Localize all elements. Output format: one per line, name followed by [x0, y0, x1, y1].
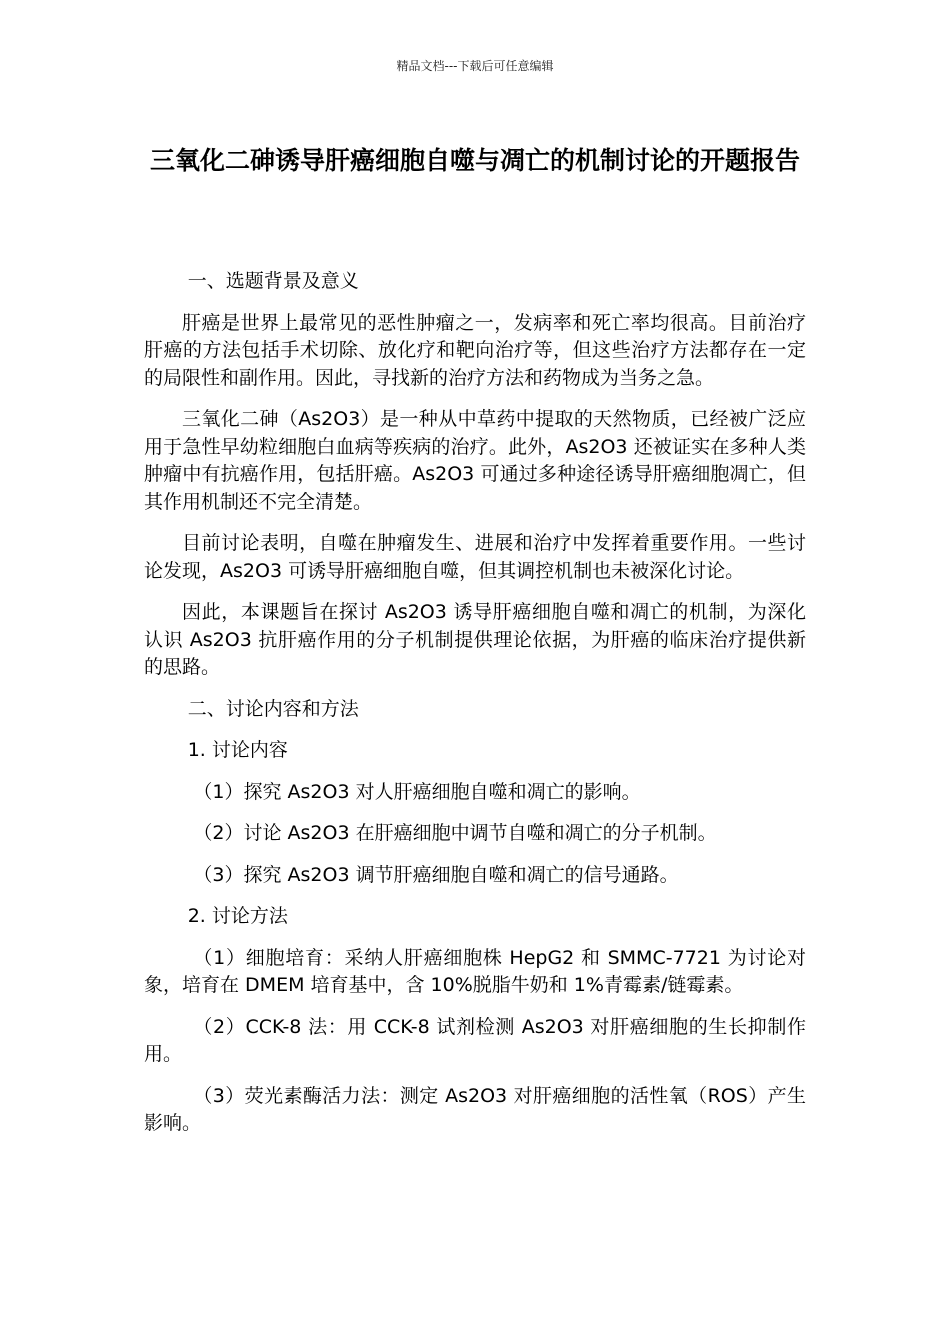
paragraph-aim: 因此，本课题旨在探讨 As2O3 诱导肝癌细胞自噬和凋亡的机制，为深化认识 As2O3 抗肝癌作用的分子机制提供理论依据，为肝癌的临床治疗提供新的思路。 — [144, 601, 806, 678]
document-body — [144, 268, 806, 1152]
document-title: 三氧化二砷诱导肝癌细胞自噬与凋亡的机制讨论的开题报告 — [149, 146, 800, 175]
list-item-method-1: （1）细胞培育：采纳人肝癌细胞株 HepG2 和 SMMC-7721 为讨论对象，培育在 DMEM 培育基中，含 10%脱脂牛奶和 1%青霉素/链霉素。 — [144, 946, 806, 996]
list-item-content-3: （3）探究 As2O3 调节肝癌细胞自噬和凋亡的信号通路。 — [193, 863, 679, 886]
list-item-content-2: （2）讨论 As2O3 在肝癌细胞中调节自噬和凋亡的分子机制。 — [193, 822, 717, 844]
section-heading-background: 一、选题背景及意义 — [187, 270, 359, 292]
paragraph-autophagy: 目前讨论表明，自噬在肿瘤发生、进展和治疗中发挥着重要作用。一些讨论发现，As2O3 可诱导肝癌细胞自噬，但其调控机制也未被深化讨论。 — [144, 532, 806, 582]
subheading-methods: 2. 讨论方法 — [187, 905, 288, 927]
paragraph-liver-cancer-intro: 肝癌是世界上最常见的恶性肿瘤之一，发病率和死亡率均很高。目前治疗肝癌的方法包括手术切除、放化疗和靶向治疗等，但这些治疗方法都存在一定的局限性和副作用。因此，寻找新的治疗方法和药物成为当务之急。 — [144, 311, 806, 389]
paragraph-as2o3-intro: 三氧化二砷（As2O3）是一种从中草药中提取的天然物质，已经被广泛应用于急性早幼粒细胞白血病等疾病的治疗。此外，As2O3 还被证实在多种人类肿瘤中有抗癌作用，包括肝癌。As2O3 可通过多种途径诱导肝癌细胞凋亡，但其作用机制还不完全清楚。 — [144, 408, 806, 513]
section-heading-content-methods: 二、讨论内容和方法 — [187, 697, 359, 720]
header-note: 精品文档---下载后可任意编辑 — [396, 59, 554, 73]
subheading-content: 1. 讨论内容 — [187, 739, 288, 761]
list-item-method-2: （2）CCK-8 法：用 CCK-8 试剂检测 As2O3 对肝癌细胞的生长抑制作用。 — [144, 1015, 806, 1065]
list-item-method-3: （3）荧光素酶活力法：测定 As2O3 对肝癌细胞的活性氧（ROS）产生影响。 — [144, 1084, 806, 1134]
list-item-content-1: （1）探究 As2O3 对人肝癌细胞自噬和凋亡的影响。 — [193, 780, 641, 803]
